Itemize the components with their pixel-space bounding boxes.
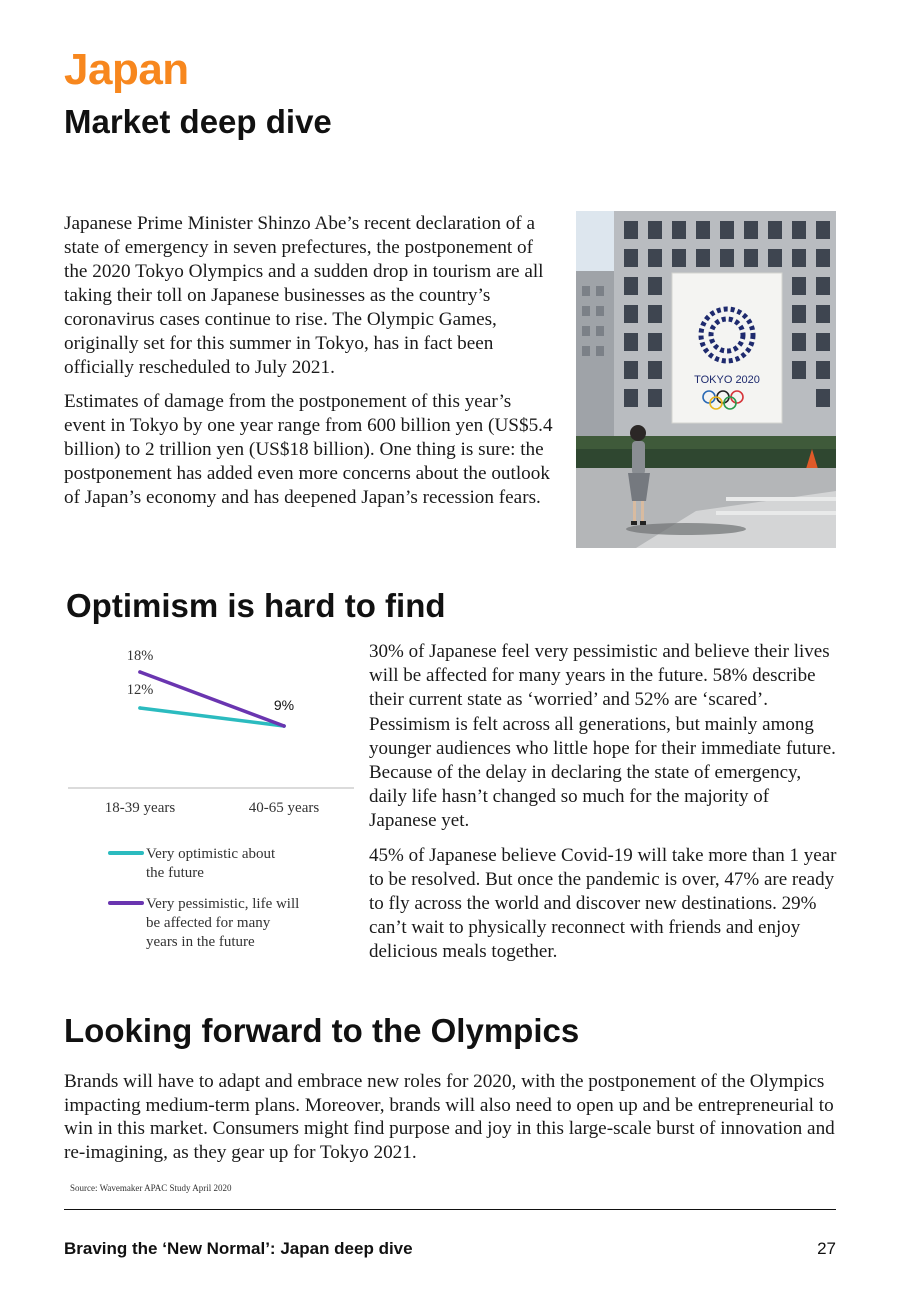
legend-label: be affected for many	[146, 915, 271, 931]
banner-text: TOKYO 2020	[694, 374, 760, 386]
data-label: 12%	[126, 682, 154, 698]
x-tick-label: 18-39 years	[104, 800, 176, 816]
intro-paragraph-2: Estimates of damage from the postponement of this year’s event in Tokyo by one year range from 600 billion yen (US$5.4 billion) to 2 trillion yen (US$18 billion). One thing is sure: the postponement has added even more concerns about the outlook of Japan’s economy and has deepened Japan’s recession fears.	[64, 391, 553, 508]
page-number: 27	[817, 1239, 836, 1258]
data-label: 18%	[126, 648, 154, 664]
optimism-chart	[64, 640, 364, 970]
legend-label: the future	[146, 865, 204, 881]
page-subtitle: Market deep dive	[64, 103, 332, 140]
optimism-paragraph-2: 45% of Japanese believe Covid-19 will take more than 1 year to be resolved. But once the pandemic is over, 47% are ready to fly across the world and discover new destinations. 29% can’t wait to physically reconnect with friends and enjoy delicious meals together.	[369, 844, 837, 963]
footer-title: Braving the ‘New Normal’: Japan deep dive	[64, 1239, 413, 1258]
data-point	[138, 670, 142, 674]
footer-divider	[64, 1209, 836, 1210]
olympics-paragraph: Brands will have to adapt and embrace new roles for 2020, with the postponement of the Olympics impacting medium-term plans. Moreover, brands will also need to open up and be entrepreneurial to win in this market. Consumers might find purpose and joy in this large-scale burst of innovation and re-imagining, as they gear up for Tokyo 2021.	[64, 1071, 835, 1163]
page-title: Japan	[64, 45, 189, 94]
legend-label: Very pessimistic, life will	[146, 896, 300, 912]
intro-paragraph-1: Japanese Prime Minister Shinzo Abe’s recent declaration of a state of emergency in seven prefectures, the postponement of the 2020 Tokyo Olympics and a sudden drop in tourism are all taking their toll on Japanese businesses as the country’s coronavirus cases continue to rise. The Olympic Games, originally set for this summer in Tokyo, has in fact been officially rescheduled to July 2021.	[64, 213, 544, 378]
data-label: 9%	[273, 697, 295, 713]
optimism-text	[369, 640, 837, 975]
olympics-heading: Looking forward to the Olympics	[64, 1012, 580, 1049]
source-note: Source: Wavemaker APAC Study April 2020	[70, 1183, 232, 1193]
legend-label: years in the future	[146, 934, 255, 950]
legend-label: Very optimistic about	[146, 846, 276, 862]
optimism-line-chart	[64, 640, 364, 970]
data-point	[282, 724, 286, 728]
x-tick-label: 40-65 years	[248, 800, 320, 816]
intro-section	[64, 212, 556, 520]
tokyo-2020-photo	[576, 211, 836, 548]
optimism-heading: Optimism is hard to find	[66, 587, 446, 624]
optimism-paragraph-1: 30% of Japanese feel very pessimistic and believe their lives will be affected for many years in the future. 58% describe their current state as ‘worried’ and 52% are ‘scared’. Pessimism is felt across all generations, but mainly among younger audiences who little hope for their immediate future. Because of the delay in declaring the state of emergency, daily life hasn’t changed so much for the majority of Japanese yet.	[369, 641, 836, 832]
data-point	[138, 706, 142, 710]
photo-illustration	[576, 211, 836, 548]
